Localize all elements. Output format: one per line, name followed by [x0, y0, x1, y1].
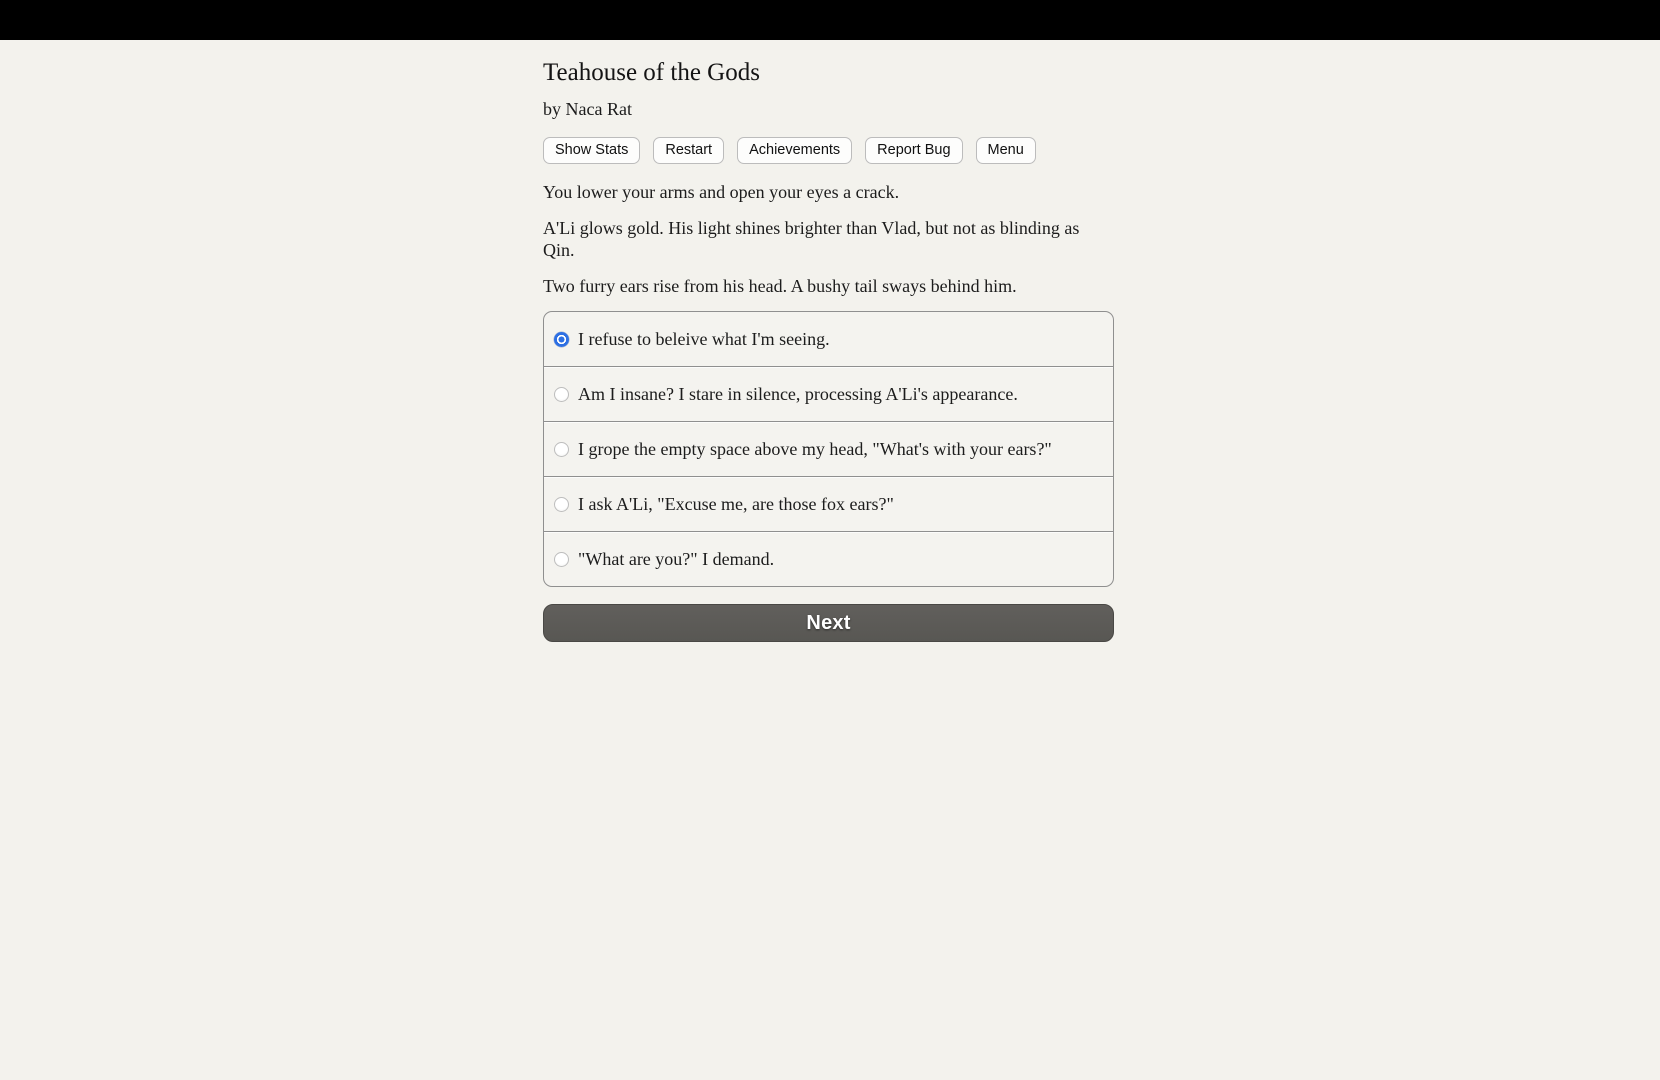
choice-option[interactable] [544, 476, 1113, 531]
report-bug-button[interactable]: Report Bug [865, 137, 962, 164]
choice-label: I refuse to beleive what I'm seeing. [578, 329, 830, 349]
choice-option[interactable] [544, 531, 1113, 586]
choice-label: "What are you?" I demand. [578, 549, 775, 569]
choice-option[interactable] [544, 421, 1113, 476]
radio-button[interactable] [554, 497, 569, 512]
story-paragraph: A'Li glows gold. His light shines brighter than Vlad, but not as blinding as Qin. [543, 218, 1080, 260]
radio-button[interactable] [554, 552, 569, 567]
achievements-button[interactable]: Achievements [737, 137, 852, 164]
radio-button[interactable] [554, 387, 569, 402]
game-content [543, 40, 1114, 642]
choice-label: I ask A'Li, "Excuse me, are those fox ears?" [578, 494, 894, 514]
next-button[interactable]: Next [543, 604, 1114, 642]
choice-option[interactable] [544, 366, 1113, 421]
top-black-bar [0, 0, 1660, 40]
choice-label: I grope the empty space above my head, "What's with your ears?" [578, 439, 1052, 459]
choice-list [543, 311, 1114, 587]
choice-option[interactable] [544, 312, 1113, 366]
choice-label: Am I insane? I stare in silence, processing A'Li's appearance. [578, 384, 1018, 404]
story-paragraph: You lower your arms and open your eyes a crack. [543, 182, 900, 202]
toolbar [543, 137, 1114, 164]
show-stats-button[interactable]: Show Stats [543, 137, 640, 164]
page-title: Teahouse of the Gods [543, 59, 760, 86]
radio-button[interactable] [554, 442, 569, 457]
restart-button[interactable]: Restart [653, 137, 724, 164]
story-paragraph: Two furry ears rise from his head. A bushy tail sways behind him. [543, 276, 1017, 296]
author-byline: by Naca Rat [543, 99, 632, 119]
radio-button[interactable] [554, 332, 569, 347]
story-text [543, 181, 1114, 297]
menu-button[interactable]: Menu [976, 137, 1036, 164]
